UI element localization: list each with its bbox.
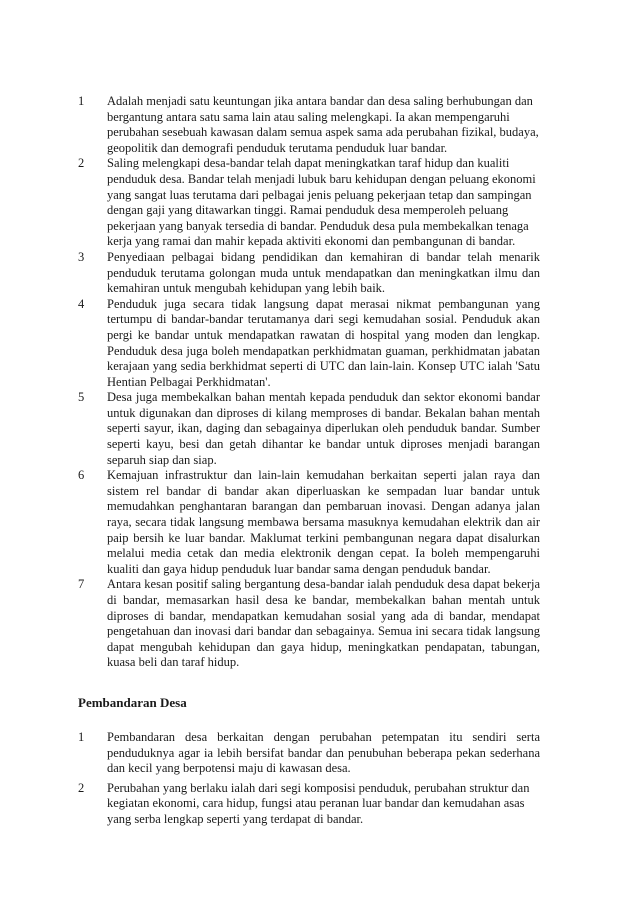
list-item-number: 6 bbox=[78, 468, 85, 483]
list-item-text: Pembandaran desa berkaitan dengan perubahan petempatan itu sendiri serta penduduknya agar ia lebih bersifat bandar dan penubuhan beberapa pekan sederhana dan kecil yang berpotensi maju di kawasan desa. bbox=[107, 730, 540, 776]
list-item-text: Perubahan yang berlaku ialah dari segi komposisi penduduk, perubahan struktur dan kegiatan ekonomi, cara hidup, fungsi atau peranan luar bandar dan kemudahan asas yang serba lengkap seperti yang terdapat di bandar. bbox=[107, 780, 530, 826]
list-item bbox=[78, 156, 540, 250]
list-item bbox=[78, 94, 540, 156]
list-item-number: 4 bbox=[78, 296, 85, 311]
list-item bbox=[78, 297, 540, 391]
list-item bbox=[78, 250, 540, 297]
list-item-number: 1 bbox=[78, 94, 85, 108]
list-item-number: 2 bbox=[78, 780, 85, 795]
list-item-text: Desa juga membekalkan bahan mentah kepada penduduk dan sektor ekonomi bandar untuk digunakan dan diproses di kilang memproses di bandar. Bekalan bahan mentah seperti sayur, ikan, daging dan sebagainya diperlukan oleh penduduk bandar. Sumber seperti kayu, besi dan getah dihantar ke bandar untuk diproses menjadi barangan separuh siap dan siap. bbox=[107, 390, 540, 467]
list-item bbox=[78, 390, 540, 468]
list-item bbox=[78, 730, 540, 777]
list-item-text: Penduduk juga secara tidak langsung dapat merasai nikmat pembangunan yang tertumpu di bandar-bandar terutamanya dari segi kemudahan sosial. Penduduk akan pergi ke bandar untuk mendapatkan rawatan di hospital yang moden dan lengkap. Penduduk desa juga boleh mendapatkan perkhidmatan guaman, perkhidmatan jabatan kerajaan yang sedia berkhidmat seperti di UTC dan lain-lain. Konsep UTC ialah 'Satu Hentian Pelbagai Perkhidmatan'. bbox=[107, 296, 540, 389]
list-item bbox=[78, 781, 540, 828]
list-item-number: 5 bbox=[78, 390, 85, 405]
list-item-text: Saling melengkapi desa-bandar telah dapat meningkatkan taraf hidup dan kualiti penduduk desa. Bandar telah menjadi lubuk baru kehidupan dengan peluang ekonomi yang sangat luas terutama dari pelbagai jenis peluang pekerjaan tetap dan sampingan dengan gaji yang ditawarkan tinggi. Ramai penduduk desa memperoleh peluang pekerjaan yang banyak tersedia di bandar. Penduduk desa pula membekalkan tenaga kerja yang ramai dan mahir kepada aktiviti ekonomi dan pembangunan di bandar. bbox=[107, 156, 536, 249]
list-item-text: Antara kesan positif saling bergantung desa-bandar ialah penduduk desa dapat bekerja di bandar, memasarkan hasil desa ke bandar, membekalkan bahan mentah untuk diproses di bandar, mendapatkan kemudahan sosial yang ada di bandar, mendapat pengetahuan dan inovasi dari bandar dan sebagainya. Semua ini secara tidak langsung dapat mengubah kehidupan dan gaya hidup, meningkatkan pendapatan, tabungan, kuasa beli dan taraf hidup. bbox=[107, 577, 540, 670]
list-pembandaran-desa bbox=[78, 730, 540, 828]
list-item-text: Adalah menjadi satu keuntungan jika antara bandar dan desa saling berhubungan dan bergantung antara satu sama lain atau saling melengkapi. Ia akan mempengaruhi perubahan sesebuah kawasan dalam semua aspek sama ada perubahan fizikal, budaya, geopolitik dan demografi penduduk terutama penduduk luar bandar. bbox=[107, 94, 539, 155]
list-item-text: Kemajuan infrastruktur dan lain-lain kemudahan berkaitan seperti jalan raya dan sistem rel bandar di bandar akan diperluaskan ke sempadan luar bandar untuk memudahkan penghantaran barangan dan pembaruan inovasi. Dengan adanya jalan raya, secara tidak langsung membawa bersama masuknya kemudahan elektrik dan air paip bersih ke luar bandar. Maklumat terkini pembangunan negara dapat disalurkan melalui media cetak dan media elektronik dengan cepat. Ia boleh mempengaruhi kualiti dan gaya hidup penduduk luar bandar sama dengan penduduk bandar. bbox=[107, 468, 540, 576]
list-item-number: 1 bbox=[78, 730, 85, 744]
list-item-number: 7 bbox=[78, 577, 85, 592]
list-item-text: Penyediaan pelbagai bidang pendidikan dan kemahiran di bandar telah menarik penduduk terutama golongan muda untuk mendapatkan dan meningkatkan ilmu dan kemahiran untuk mengubah kehidupan yang lebih baik. bbox=[107, 249, 540, 296]
list-item bbox=[78, 468, 540, 577]
section-heading: Pembandaran Desa bbox=[78, 695, 187, 710]
list-kesan-desa-bandar bbox=[78, 94, 540, 671]
list-item-number: 3 bbox=[78, 249, 85, 264]
list-item-number: 2 bbox=[78, 156, 85, 171]
list-item bbox=[78, 577, 540, 671]
